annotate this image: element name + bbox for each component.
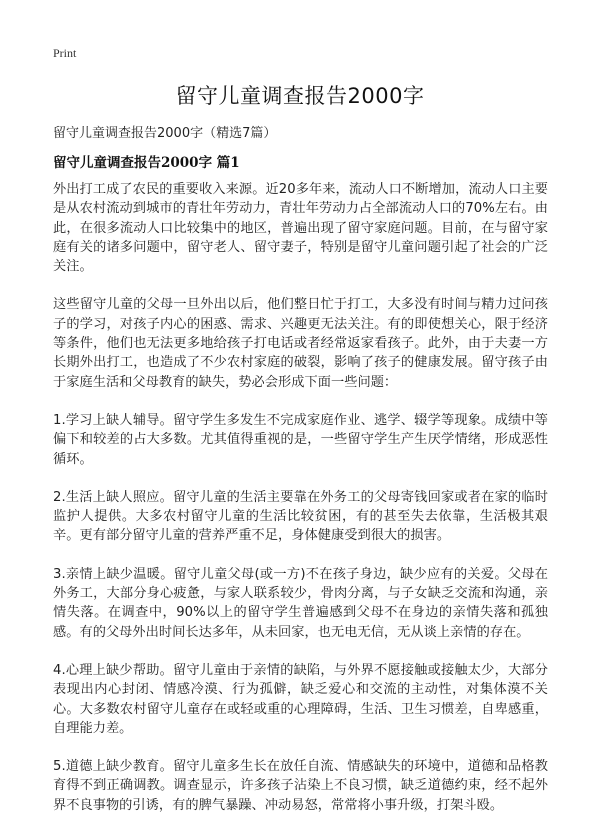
paragraph-issue-life: 2.生活上缺人照应。留守儿童的生活主要靠在外务工的父母寄钱回家或者在家的临时监护人提供。大多农村留守儿童的生活比较贫困，有的甚至失去依靠，生活极其艰辛。更有部分留守儿童的营养严重不足，身体健康受到很大的损害。 bbox=[53, 489, 548, 544]
paragraph-intro: 外出打工成了农民的重要收入来源。近20多年来，流动人口不断增加，流动人口主要是从农村流动到城市的青壮年劳动力，青壮年劳动力占全部流动人口的70%左右。由此，在很多流动人口比较集中的地区，普遍出现了留守家庭问题。目前，在与留守家庭有关的诸多问题中，留守老人、留守妻子，特别是留守儿童问题引起了社会的广泛关注。 bbox=[53, 182, 548, 275]
paragraph-issue-affection: 3.亲情上缺少温暖。留守儿童父母(或一方)不在孩子身边，缺少应有的关爱。父母在外务工，大部分身心疲惫，与家人联系较少，骨肉分离，与子女缺乏交流和沟通，亲情失落。在调查中，90%以上的留守学生普遍感到父母不在身边的亲情失落和孤独感。有的父母外出时间长达多年，从未回家，也无电无信，无从谈上亲情的存在。 bbox=[53, 566, 548, 640]
page-title: 留守儿童调查报告2000字 bbox=[175, 84, 425, 108]
paragraph-issue-psychology: 4.心理上缺少帮助。留守儿童由于亲情的缺陷，与外界不愿接触或接触太少，大部分表现出内心封闭、情感冷漠、行为孤僻，缺乏爱心和交流的主动性，对集体漠不关心。大多数农村留守儿童存在或轻或重的心理障碍，生活、卫生习惯差，自卑感重，自理能力差。 bbox=[53, 662, 548, 736]
print-link[interactable]: Print bbox=[53, 46, 77, 60]
section-heading: 留守儿童调查报告2000字 篇1 bbox=[53, 155, 240, 171]
paragraph-issue-study: 1.学习上缺人辅导。留守学生多发生不完成家庭作业、逃学、辍学等现象。成绩中等偏下和较差的占大多数。尤其值得重视的是，一些留守学生产生厌学情绪，形成恶性循环。 bbox=[53, 412, 548, 467]
paragraph-issue-morality: 5.道德上缺少教育。留守儿童多生长在放任自流、情感缺失的环境中，道德和品格教育得不到正确调教。调查显示，许多孩子沾染上不良习惯，缺乏道德约束，经不起外界不良事物的引诱，有的脾气暴躁、冲动易怒，常常将小事升级，打架斗殴。 bbox=[53, 759, 548, 813]
paragraph-parents-away: 这些留守儿童的父母一旦外出以后，他们整日忙于打工，大多没有时间与精力过问孩子的学习，对孩子内心的困惑、需求、兴趣更无法关注。有的即使想关心，限于经济等条件，他们也无法更多地给孩子打电话或者经常返家看孩子。此外，由于夫妻一方长期外出打工，也造成了不少农村家庭的破裂，影响了孩子的健康发展。留守孩子由于家庭生活和父母教育的缺失，势必会形成下面一些问题： bbox=[53, 297, 548, 390]
article-body bbox=[53, 180, 548, 834]
document-subtitle: 留守儿童调查报告2000字（精选7篇） bbox=[53, 126, 277, 141]
